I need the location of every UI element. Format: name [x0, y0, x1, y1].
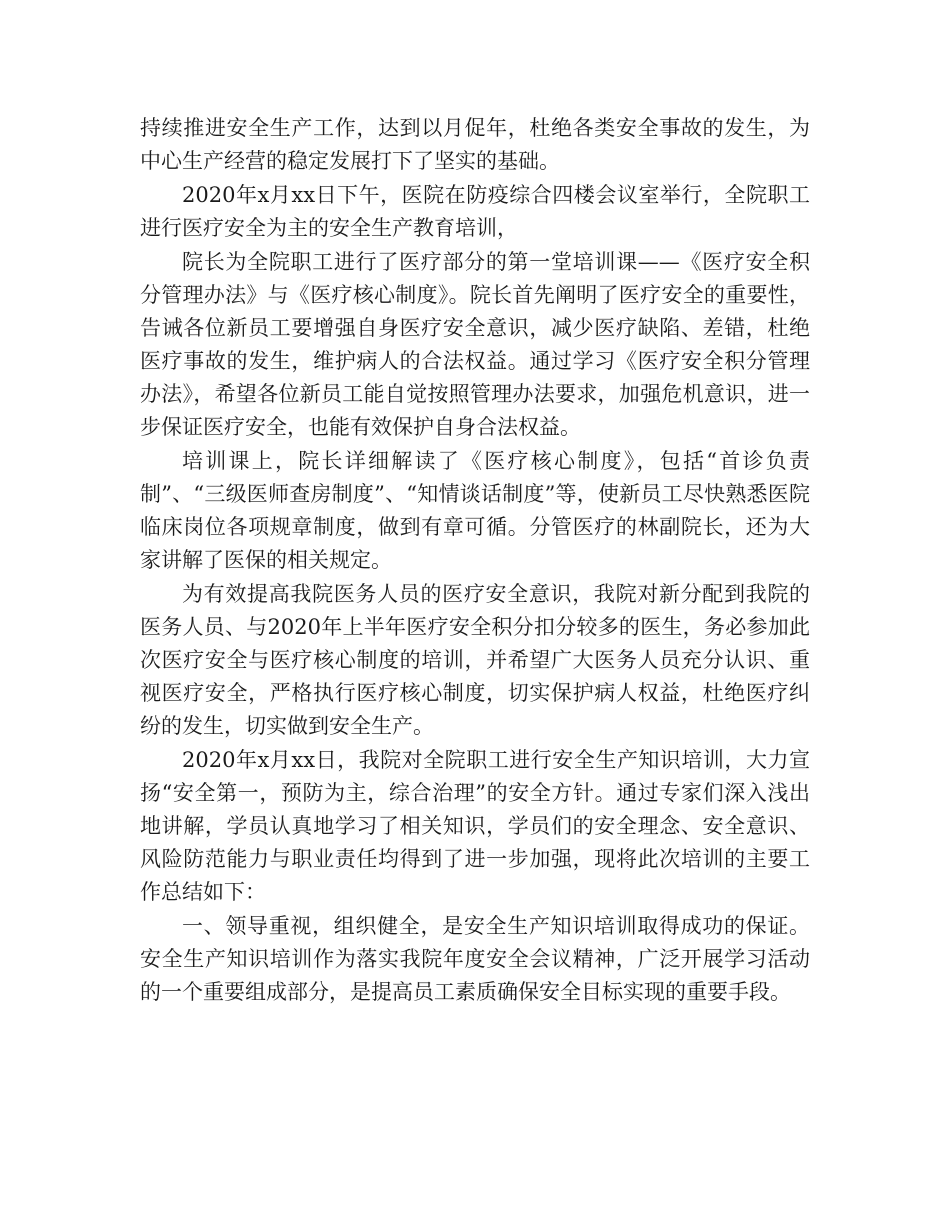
paragraph-awareness: 为有效提高我院医务人员的医疗安全意识，我院对新分配到我院的医务人员、与2020年上半年医疗安全积分扣分较多的医生，务必参加此次医疗安全与医疗核心制度的培训，并希望广大医务人员充分认识、重视医疗安全，严格执行医疗核心制度，切实保护病人权益，杜绝医疗纠纷的发生，切实做到安全生产。 [140, 582, 810, 738]
paragraph-core-system: 培训课上，院长详细解读了《医疗核心制度》，包括“首诊负责制”、“三级医师查房制度”、“知情谈话制度”等，使新员工尽快熟悉医院临床岗位各项规章制度，做到有章可循。分管医疗的林副院长，还为大家讲解了医保的相关规定。 [140, 449, 810, 572]
document-body [140, 112, 810, 1010]
paragraph-continuation: 持续推进安全生产工作，达到以月促年，杜绝各类安全事故的发生，为中心生产经营的稳定发展打下了坚实的基础。 [140, 116, 810, 173]
paragraph-first-lesson: 院长为全院职工进行了医疗部分的第一堂培训课——《医疗安全积分管理办法》与《医疗核心制度》。院长首先阐明了医疗安全的重要性，告诫各位新员工要增强自身医疗安全意识，减少医疗缺陷、差错，杜绝医疗事故的发生，维护病人的合法权益。通过学习《医疗安全积分管理办法》，希望各位新员工能自觉按照管理办法要求，加强危机意识，进一步保证医疗安全，也能有效保护自身合法权益。 [140, 250, 810, 439]
paragraph-leadership: 一、领导重视，组织健全，是安全生产知识培训取得成功的保证。安全生产知识培训作为落实我院年度安全会议精神，广泛开展学习活动的一个重要组成部分，是提高员工素质确保安全目标实现的重要手段。 [140, 914, 810, 1004]
paragraph-training-session: 2020年x月xx日下午，医院在防疫综合四楼会议室举行，全院职工进行医疗安全为主的安全生产教育培训， [140, 183, 810, 240]
paragraph-knowledge-training: 2020年x月xx日，我院对全院职工进行安全生产知识培训，大力宣扬“安全第一，预防为主，综合治理”的安全方针。通过专家们深入浅出地讲解，学员认真地学习了相关知识，学员们的安全理念、安全意识、风险防范能力与职业责任均得到了进一步加强，现将此次培训的主要工作总结如下： [140, 748, 810, 904]
